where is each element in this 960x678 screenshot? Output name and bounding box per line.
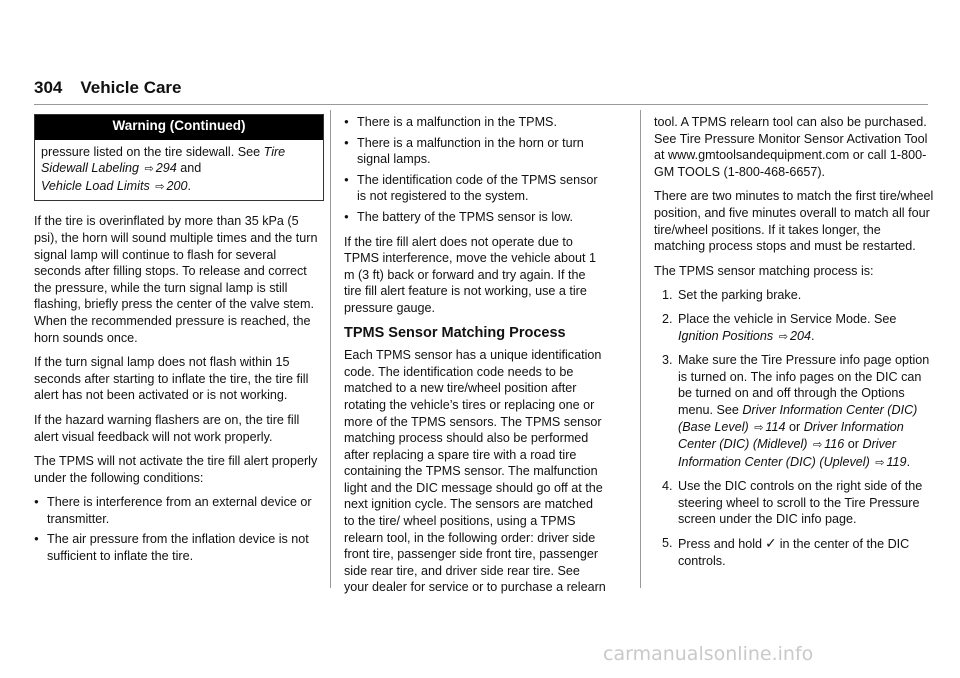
ref-dic-uplevel[interactable]: Driver Information Center (DIC) (Uplevel): [678, 437, 897, 469]
column-divider-2: [640, 110, 641, 588]
ref-page[interactable]: 116: [824, 437, 845, 452]
list-item: [654, 535, 934, 569]
warning-title: Warning (Continued): [35, 115, 323, 140]
step-number: 1.: [662, 288, 673, 303]
step-number: 4.: [662, 479, 673, 494]
ref-dic-base-level[interactable]: Driver Information Center (DIC) (Base Level): [678, 402, 918, 434]
page-number: 304: [34, 78, 63, 97]
ref-ignition-positions[interactable]: Ignition Positions: [678, 328, 774, 343]
ref-page[interactable]: 119: [886, 454, 907, 469]
period: .: [810, 328, 815, 343]
ref-tire-sidewall-labeling[interactable]: Tire Sidewall Labeling: [41, 144, 286, 176]
ref-vehicle-load-limits[interactable]: Vehicle Load Limits: [41, 178, 150, 193]
period: .: [906, 454, 911, 469]
column-3: [654, 114, 934, 576]
ref-dic-midlevel[interactable]: Driver Information Center (DIC) (Midlevel): [678, 419, 904, 452]
arrow-right-icon: ⇨: [875, 456, 885, 469]
list-item: ● The identification code of the TPMS sensor is not registered to the system.: [344, 172, 606, 205]
step-text: Place the vehicle in Service Mode. See: [678, 311, 897, 326]
arrow-right-icon: ⇨: [155, 180, 165, 193]
page-header: [34, 80, 182, 98]
list-item: [654, 311, 934, 345]
bullet-list: [34, 494, 324, 564]
header-divider: [34, 104, 928, 105]
paragraph: The TPMS will not activate the tire fill alert properly under the following conditions:: [34, 454, 318, 485]
step-number: 5.: [662, 536, 673, 551]
ref-page[interactable]: 200: [166, 178, 188, 193]
numbered-list: [654, 287, 934, 569]
ref-page[interactable]: 204: [789, 328, 811, 343]
ref-page[interactable]: 114: [765, 419, 786, 434]
list-item: ● There is a malfunction in the horn or turn signal lamps.: [344, 135, 606, 168]
paragraph: If the tire is overinflated by more than 35 kPa (5 psi), the horn will sound multiple times and the turn signal lamp will continue to flash for several seconds after filling stops. To release and correct the pressure, while the turn signal lamp is still flashing, briefly press the center of the valve stem. When the recommended pressure is reached, the horn sounds once.: [34, 214, 318, 345]
list-item: ● The battery of the TPMS sensor is low.: [344, 209, 606, 226]
step-text: Use the DIC controls on the right side of the steering wheel to scroll to the Tire Pressure screen under the DIC info page.: [678, 479, 923, 527]
list-item: ● There is interference from an external device or transmitter.: [34, 494, 324, 527]
ref-page[interactable]: 294: [155, 161, 177, 176]
paragraph: There are two minutes to match the first tire/wheel position, and five minutes overall to match all four tire/wheel positions. If it takes longer, the matching process stops and must be restarted.: [654, 189, 934, 254]
paragraph: If the turn signal lamp does not flash within 15 seconds after starting to inflate the tire, the tire fill alert has not been activated or is not working.: [34, 355, 309, 403]
column-1: [34, 114, 324, 573]
paragraph: The TPMS sensor matching process is:: [654, 263, 874, 278]
or-text: or: [847, 437, 859, 452]
list-item: ● There is a malfunction in the TPMS.: [344, 114, 606, 131]
watermark: carmanualsonline.info: [603, 643, 814, 665]
arrow-right-icon: ⇨: [144, 163, 154, 176]
arrow-right-icon: ⇨: [778, 330, 788, 343]
warning-body: [35, 140, 323, 201]
column-2: [344, 114, 606, 604]
step-text: Make sure the Tire Pressure info page option is turned on. The info pages on the DIC can be turned on and off through the Options menu. See: [678, 353, 930, 417]
paragraph: If the tire fill alert does not operate due to TPMS interference, move the vehicle about 1 m (3 ft) back or forward and try again. If the tire fill alert feature is not working, use a tire pressure gauge.: [344, 234, 597, 315]
arrow-right-icon: ⇨: [812, 439, 823, 452]
and-text: and: [180, 161, 202, 176]
list-item: [654, 352, 934, 471]
warning-box: [34, 114, 324, 201]
section-heading: TPMS Sensor Matching Process: [344, 324, 566, 341]
paragraph: tool. A TPMS relearn tool can also be purchased. See Tire Pressure Monitor Sensor Activation Tool at www.gmtoolsandequipment.com or call 1-800-GM TOOLS (1-800-468-6657).: [654, 115, 928, 179]
step-text: in the center of the DIC controls.: [678, 537, 910, 568]
checkmark-icon: ✓: [765, 535, 777, 552]
step-text: Set the parking brake.: [678, 288, 802, 303]
list-item: [654, 478, 934, 528]
warning-text: pressure listed on the tire sidewall. See: [41, 144, 261, 159]
paragraph: If the hazard warning flashers are on, the tire fill alert visual feedback will not work properly.: [34, 412, 300, 444]
paragraph: Each TPMS sensor has a unique identification code. The identification code needs to be matched to a new tire/wheel position after rotating the vehicle’s tires or replacing one or more of the TPMS sensors. The TPMS sensor matching process should also be performed after replacing a spare tire with a road tire containing the TPMS sensor. The malfunction light and the DIC message should go off at the next ignition cycle. The sensors are matched to the tire/ wheel positions, using a TPMS relearn tool, in the following order: driver side front tire, passenger side front tire, passenger side rear tire, and driver side rear tire. See your dealer for service or to purchase a relearn: [344, 348, 606, 595]
list-item: [654, 287, 934, 304]
step-number: 3.: [662, 353, 673, 368]
arrow-right-icon: ⇨: [754, 421, 764, 434]
list-item: ● The air pressure from the inflation device is not sufficient to inflate the tire.: [34, 531, 324, 564]
step-number: 2.: [662, 311, 673, 326]
column-divider-1: [330, 110, 331, 588]
or-text: or: [789, 419, 801, 434]
bullet-list: [344, 114, 606, 226]
section-title: Vehicle Care: [80, 78, 182, 97]
step-text: Press and hold: [678, 537, 763, 552]
period: .: [187, 178, 191, 193]
